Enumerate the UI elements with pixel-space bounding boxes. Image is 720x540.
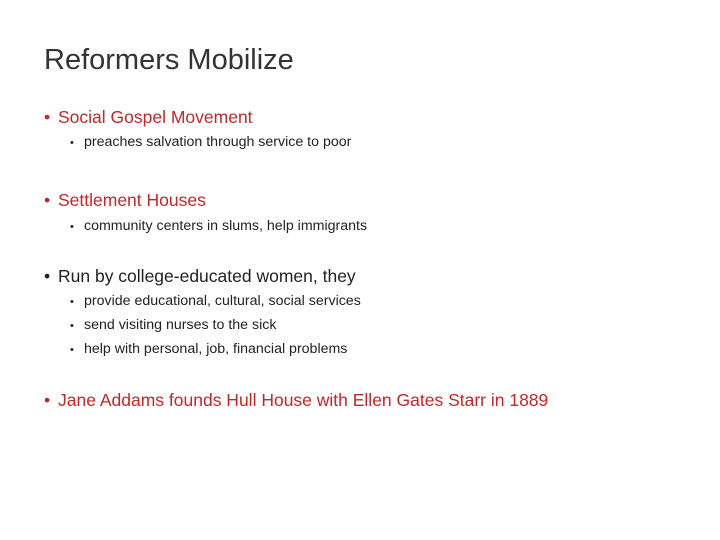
subbullet-text: send visiting nurses to the sick bbox=[84, 317, 277, 333]
bullet-marker: • bbox=[44, 190, 51, 210]
subbullet-marker: • bbox=[70, 221, 74, 233]
slide-title: Reformers Mobilize bbox=[44, 44, 294, 76]
subbullet-item bbox=[70, 217, 367, 236]
subbullet-item bbox=[70, 316, 276, 335]
subbullet-marker: • bbox=[70, 296, 74, 308]
bullet-marker: • bbox=[44, 390, 51, 410]
subbullet-text: community centers in slums, help immigrants bbox=[84, 218, 368, 234]
bullet-text: Settlement Houses bbox=[58, 190, 206, 210]
bullet-college-educated-women bbox=[44, 265, 356, 287]
subbullet-item bbox=[70, 340, 347, 359]
bullet-text: Jane Addams founds Hull House with Ellen Gates Starr in 1889 bbox=[58, 390, 549, 410]
subbullet-marker: • bbox=[70, 344, 74, 356]
bullet-social-gospel bbox=[44, 106, 253, 128]
bullet-text: Run by college-educated women, they bbox=[58, 266, 356, 286]
subbullet-text: help with personal, job, financial problems bbox=[84, 341, 348, 357]
bullet-jane-addams bbox=[44, 389, 548, 411]
subbullet-text: provide educational, cultural, social services bbox=[84, 293, 361, 309]
subbullet-item bbox=[70, 133, 351, 152]
bullet-settlement-houses bbox=[44, 189, 206, 211]
bullet-text: Social Gospel Movement bbox=[58, 107, 253, 127]
subbullet-text: preaches salvation through service to poor bbox=[84, 134, 352, 150]
bullet-marker: • bbox=[44, 107, 51, 127]
subbullet-marker: • bbox=[70, 320, 74, 332]
bullet-marker: • bbox=[44, 266, 51, 286]
subbullet-item bbox=[70, 292, 361, 311]
subbullet-marker: • bbox=[70, 137, 74, 149]
